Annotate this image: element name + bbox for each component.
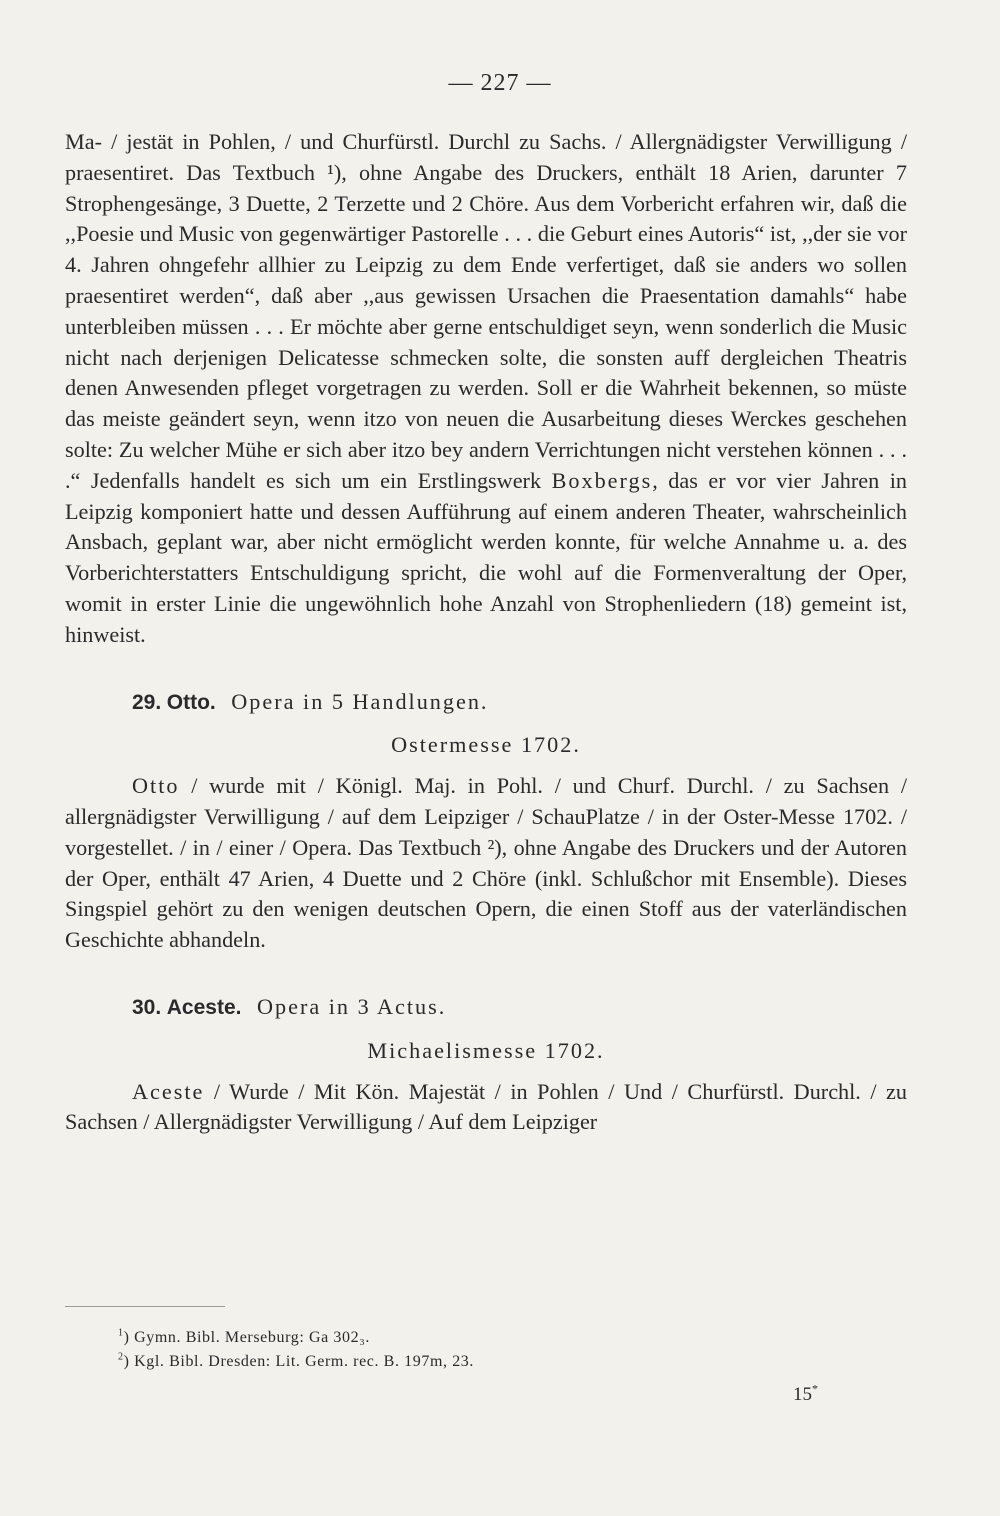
paragraph-1-end: , das er vor vier Jahren in Leipzig komponiert hatte und dessen Aufführung auf einem anderen Theater, wahrscheinlich Ansbach, geplant war, aber nicht ermöglicht werden konnte, für welche Annahme u. a. des Vorberichterstatters Entschuldigung spricht, die wohl auf die Formenveraltung der Oper, womit in erster Linie die ungewöhnlich hohe Anzahl von Strophenliedern (18) gemeint ist, hinweist. [65, 467, 907, 647]
page-body [65, 127, 907, 1138]
entry-30-paragraph [65, 1077, 907, 1139]
footnote-1 [118, 1326, 474, 1350]
entry-30-text: / Wurde / Mit Kön. Majestät / in Pohlen / Und / Churfürstl. Durchl. / zu Sachsen / Allergnädigster Verwilligung / Auf dem Leipziger [65, 1078, 907, 1135]
entry-29-number: 29. [132, 690, 162, 714]
entry-30-heading [65, 992, 907, 1024]
footnotes [118, 1326, 474, 1374]
footnote-1-mark: 1 [118, 1327, 124, 1339]
entry-29-heading [65, 687, 907, 719]
footnote-divider [65, 1306, 225, 1307]
entry-29-title-word: Otto [132, 773, 180, 799]
entry-29-genre: Opera in 5 Handlungen. [231, 688, 489, 714]
footnote-2-mark: 2 [118, 1351, 124, 1363]
paragraph-1-text: Ma- / jestät in Pohlen, / und Churfürstl. Durchl zu Sachs. / Allergnädigster Verwilligung / praesentiret. Das Textbuch ¹), ohne Angabe des Druckers, enthält 18 Arien, darunter 7 Strophengesänge, 3 Duette, 2 Terzette und 2 Chöre. Aus dem Vorbericht erfahren wir, daß die ,,Poesie und Music von gegenwärtiger Pastorelle . . . die Geburt eines Autoris“ ist, ,,der sie vor 4. Jahren ohngefehr allhier zu Leipzig zu dem Ende verfertiget, daß sie anders wo sollen praesentiret werden“, daß aber ,,aus gewissen Ursachen die Praesentation damahls“ habe unterbleiben müssen . . . Er möchte aber gerne entschuldiget seyn, wenn sonderlich die Music nicht nach derjenigen Delicatesse schmecken solte, die sonsten auff dergleichen Theatris denen Anwesenden pfleget vorgetragen zu werden. Soll er die Wahrheit bekennen, so müste das meiste geändert seyn, wenn itzo von neuen die Ausarbeitung dieses Werckes geschehen solte: Zu welcher Mühe er sich aber itzo bey andern Verrichtungen nicht verstehen können . . . .“ Jedenfalls handelt es sich um ein Erstlingswerk [65, 129, 907, 493]
entry-30-genre: Opera in 3 Actus. [257, 993, 447, 1019]
entry-29-name: Otto. [166, 690, 216, 714]
footnote-2 [118, 1350, 474, 1374]
entry-30-number: 30. [132, 995, 162, 1019]
entry-29-season: Ostermesse 1702. [391, 732, 581, 758]
composer-name: Boxbergs [551, 467, 653, 493]
signature-number: 15 [793, 1384, 812, 1405]
paragraph-1 [65, 127, 907, 651]
page-number: — 227 — [448, 70, 552, 96]
footnote-2-text: ) Kgl. Bibl. Dresden: Lit. Germ. rec. B. 197m, 23. [123, 1353, 474, 1370]
entry-30-season: Michaelismesse 1702. [367, 1037, 605, 1063]
sheet-signature [793, 1381, 818, 1406]
signature-mark: * [812, 1381, 818, 1396]
footnote-1-text: ) Gymn. Bibl. Merseburg: Ga 302₃. [123, 1329, 371, 1346]
entry-30-title-word: Aceste [132, 1078, 205, 1104]
entry-29-paragraph [65, 771, 907, 956]
entry-29-text: / wurde mit / Königl. Maj. in Pohl. / und Churf. Durchl. / zu Sachsen / allergnädigster Verwilligung / auf dem Leipziger / SchauPlatze / in der Oster-Messe 1702. / vorgestellet. / in / einer / Opera. Das Textbuch ²), ohne Angabe des Druckers und der Autoren der Oper, enthält 47 Arien, 4 Duette und 2 Chöre (inkl. Schlußchor mit Ensemble). Dieses Singspiel gehört zu den wenigen deutschen Opern, die einen Stoff aus der vaterländischen Geschichte abhandeln. [65, 773, 907, 953]
entry-30-name: Aceste. [166, 995, 242, 1019]
